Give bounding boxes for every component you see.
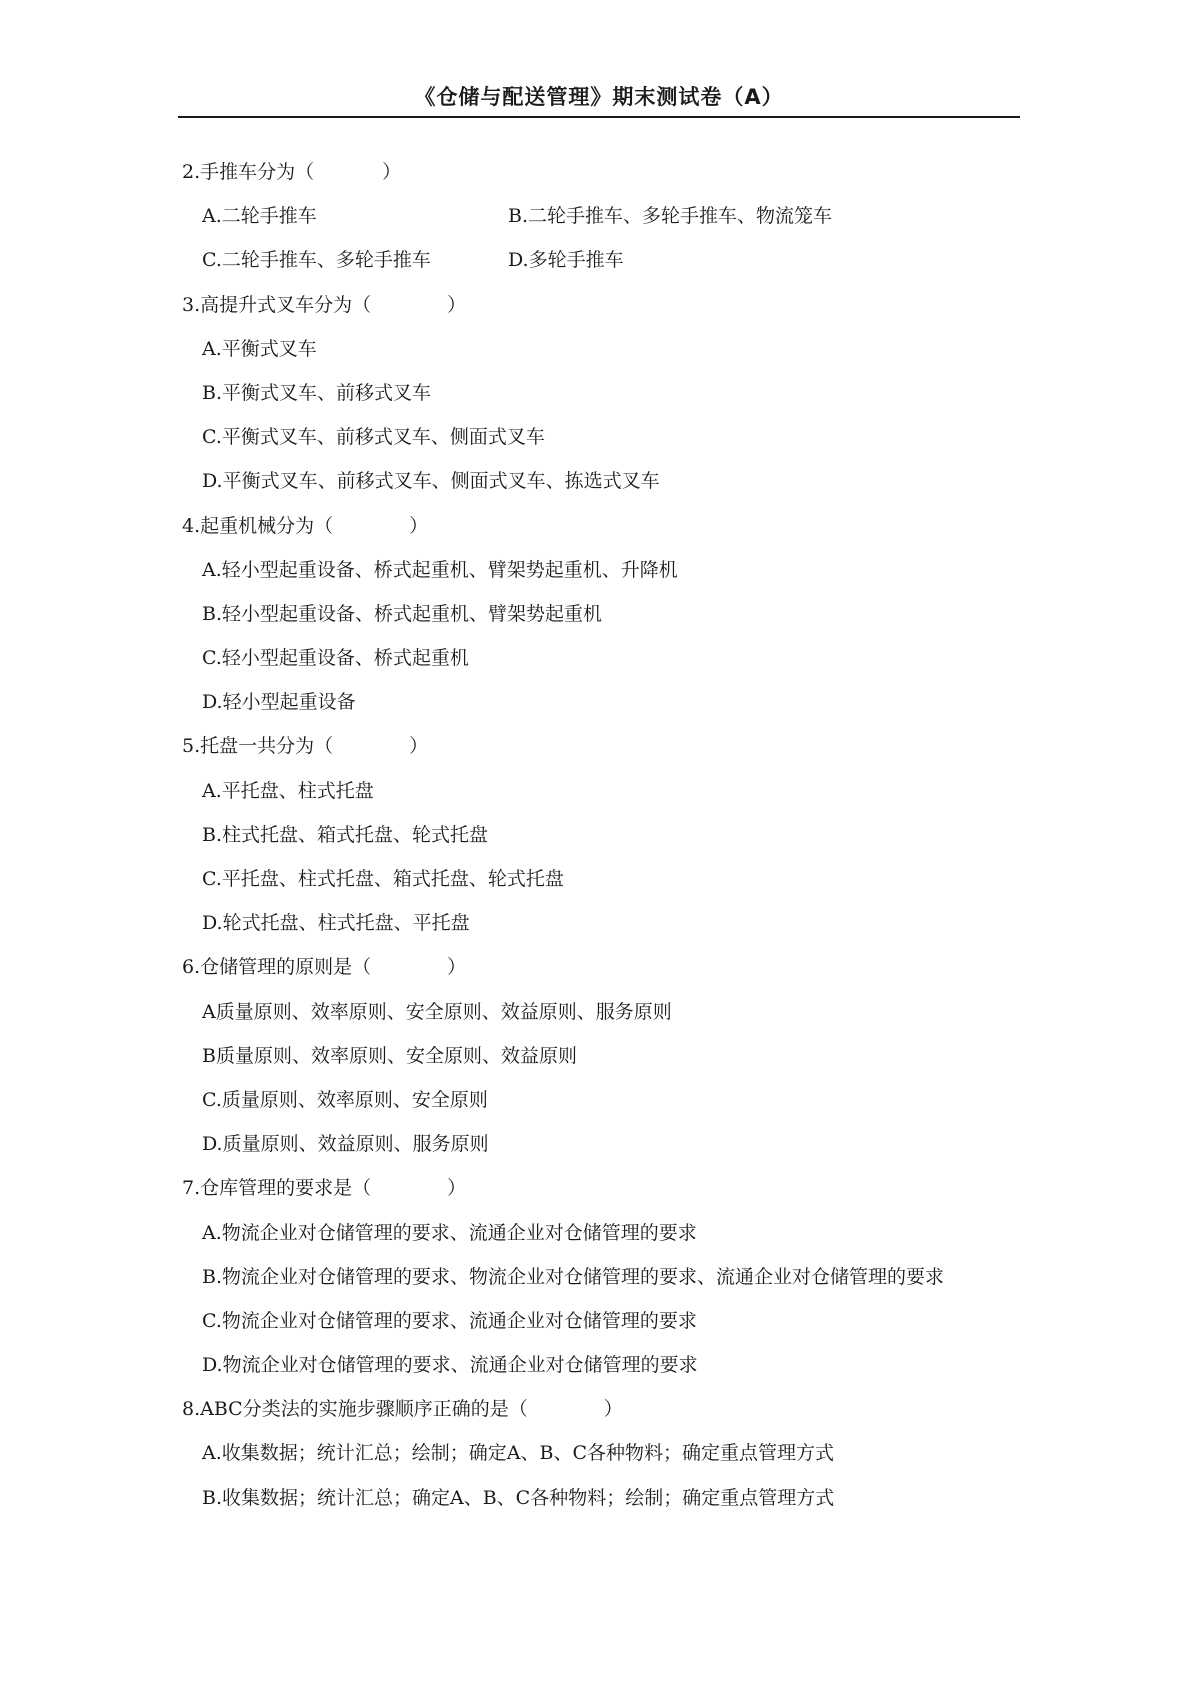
option-b: B.二轮手推车、多轮手推车、物流笼车 — [508, 205, 833, 228]
option-b: B.收集数据；统计汇总；确定A、B、C各种物料；绘制；确定重点管理方式 — [202, 1486, 835, 1509]
option-d: D.质量原则、效益原则、服务原则 — [202, 1133, 489, 1156]
question-text: 3.高提升式叉车分为（ — [182, 293, 372, 316]
question-stem — [182, 289, 1042, 333]
option-c: C.平衡式叉车、前移式叉车、侧面式叉车 — [202, 426, 545, 449]
option-a: A.收集数据；统计汇总；绘制；确定A、B、C各种物料；确定重点管理方式 — [202, 1442, 834, 1465]
option-d: D.轮式托盘、柱式托盘、平托盘 — [202, 912, 470, 935]
option-b: B.柱式托盘、箱式托盘、轮式托盘 — [202, 823, 489, 846]
option-d: D.多轮手推车 — [508, 249, 624, 272]
option-a: A.平托盘、柱式托盘 — [202, 779, 374, 802]
question-text: 6.仓储管理的原则是（ — [182, 956, 372, 979]
page-title: 《仓储与配送管理》期末测试卷（A） — [414, 85, 784, 109]
question-stem — [182, 730, 1042, 774]
question-text: 8.ABC分类法的实施步骤顺序正确的是（ — [182, 1398, 528, 1421]
question-stem — [182, 1172, 1042, 1216]
question-stem — [182, 156, 1042, 200]
question-close-paren: ） — [447, 956, 467, 979]
option-d: D.轻小型起重设备 — [202, 691, 356, 714]
option-b: B质量原则、效率原则、安全原则、效益原则 — [202, 1044, 577, 1067]
question-stem — [182, 510, 1042, 554]
question-close-paren: ） — [447, 293, 467, 316]
option-c: C.二轮手推车、多轮手推车 — [202, 249, 431, 272]
question-stem — [182, 1393, 1042, 1437]
question-close-paren: ） — [447, 1177, 467, 1200]
question-text: 4.起重机械分为（ — [182, 514, 334, 537]
question-close-paren: ） — [409, 735, 429, 758]
question-text: 5.托盘一共分为（ — [182, 735, 334, 758]
header-rule — [178, 116, 1020, 118]
option-c: C.平托盘、柱式托盘、箱式托盘、轮式托盘 — [202, 868, 564, 890]
question-text: 2.手推车分为（ — [182, 161, 315, 183]
option-a: A质量原则、效率原则、安全原则、效益原则、服务原则 — [202, 1000, 672, 1023]
option-d: D.物流企业对仓储管理的要求、流通企业对仓储管理的要求 — [202, 1354, 698, 1377]
option-a: A.轻小型起重设备、桥式起重机、臂架势起重机、升降机 — [202, 558, 678, 581]
question-close-paren: ） — [603, 1398, 623, 1421]
question-list — [182, 156, 1042, 1526]
option-row — [182, 244, 1042, 288]
option-b: B.轻小型起重设备、桥式起重机、臂架势起重机 — [202, 602, 603, 625]
option-c: C.轻小型起重设备、桥式起重机 — [202, 647, 469, 670]
option-row — [182, 200, 1042, 244]
option-b: B.物流企业对仓储管理的要求、物流企业对仓储管理的要求、流通企业对仓储管理的要求 — [202, 1265, 945, 1288]
option-c: C.物流企业对仓储管理的要求、流通企业对仓储管理的要求 — [202, 1309, 697, 1332]
question-close-paren: ） — [382, 161, 402, 183]
option-d: D.平衡式叉车、前移式叉车、侧面式叉车、拣选式叉车 — [202, 470, 660, 493]
option-a: A.物流企业对仓储管理的要求、流通企业对仓储管理的要求 — [202, 1221, 697, 1244]
option-b: B.平衡式叉车、前移式叉车 — [202, 381, 432, 404]
option-a: A.二轮手推车 — [202, 205, 317, 228]
option-a: A.平衡式叉车 — [202, 337, 317, 360]
option-c: C.质量原则、效率原则、安全原则 — [202, 1088, 488, 1111]
question-close-paren: ） — [409, 514, 429, 537]
question-stem — [182, 951, 1042, 995]
question-text: 7.仓库管理的要求是（ — [182, 1177, 372, 1200]
